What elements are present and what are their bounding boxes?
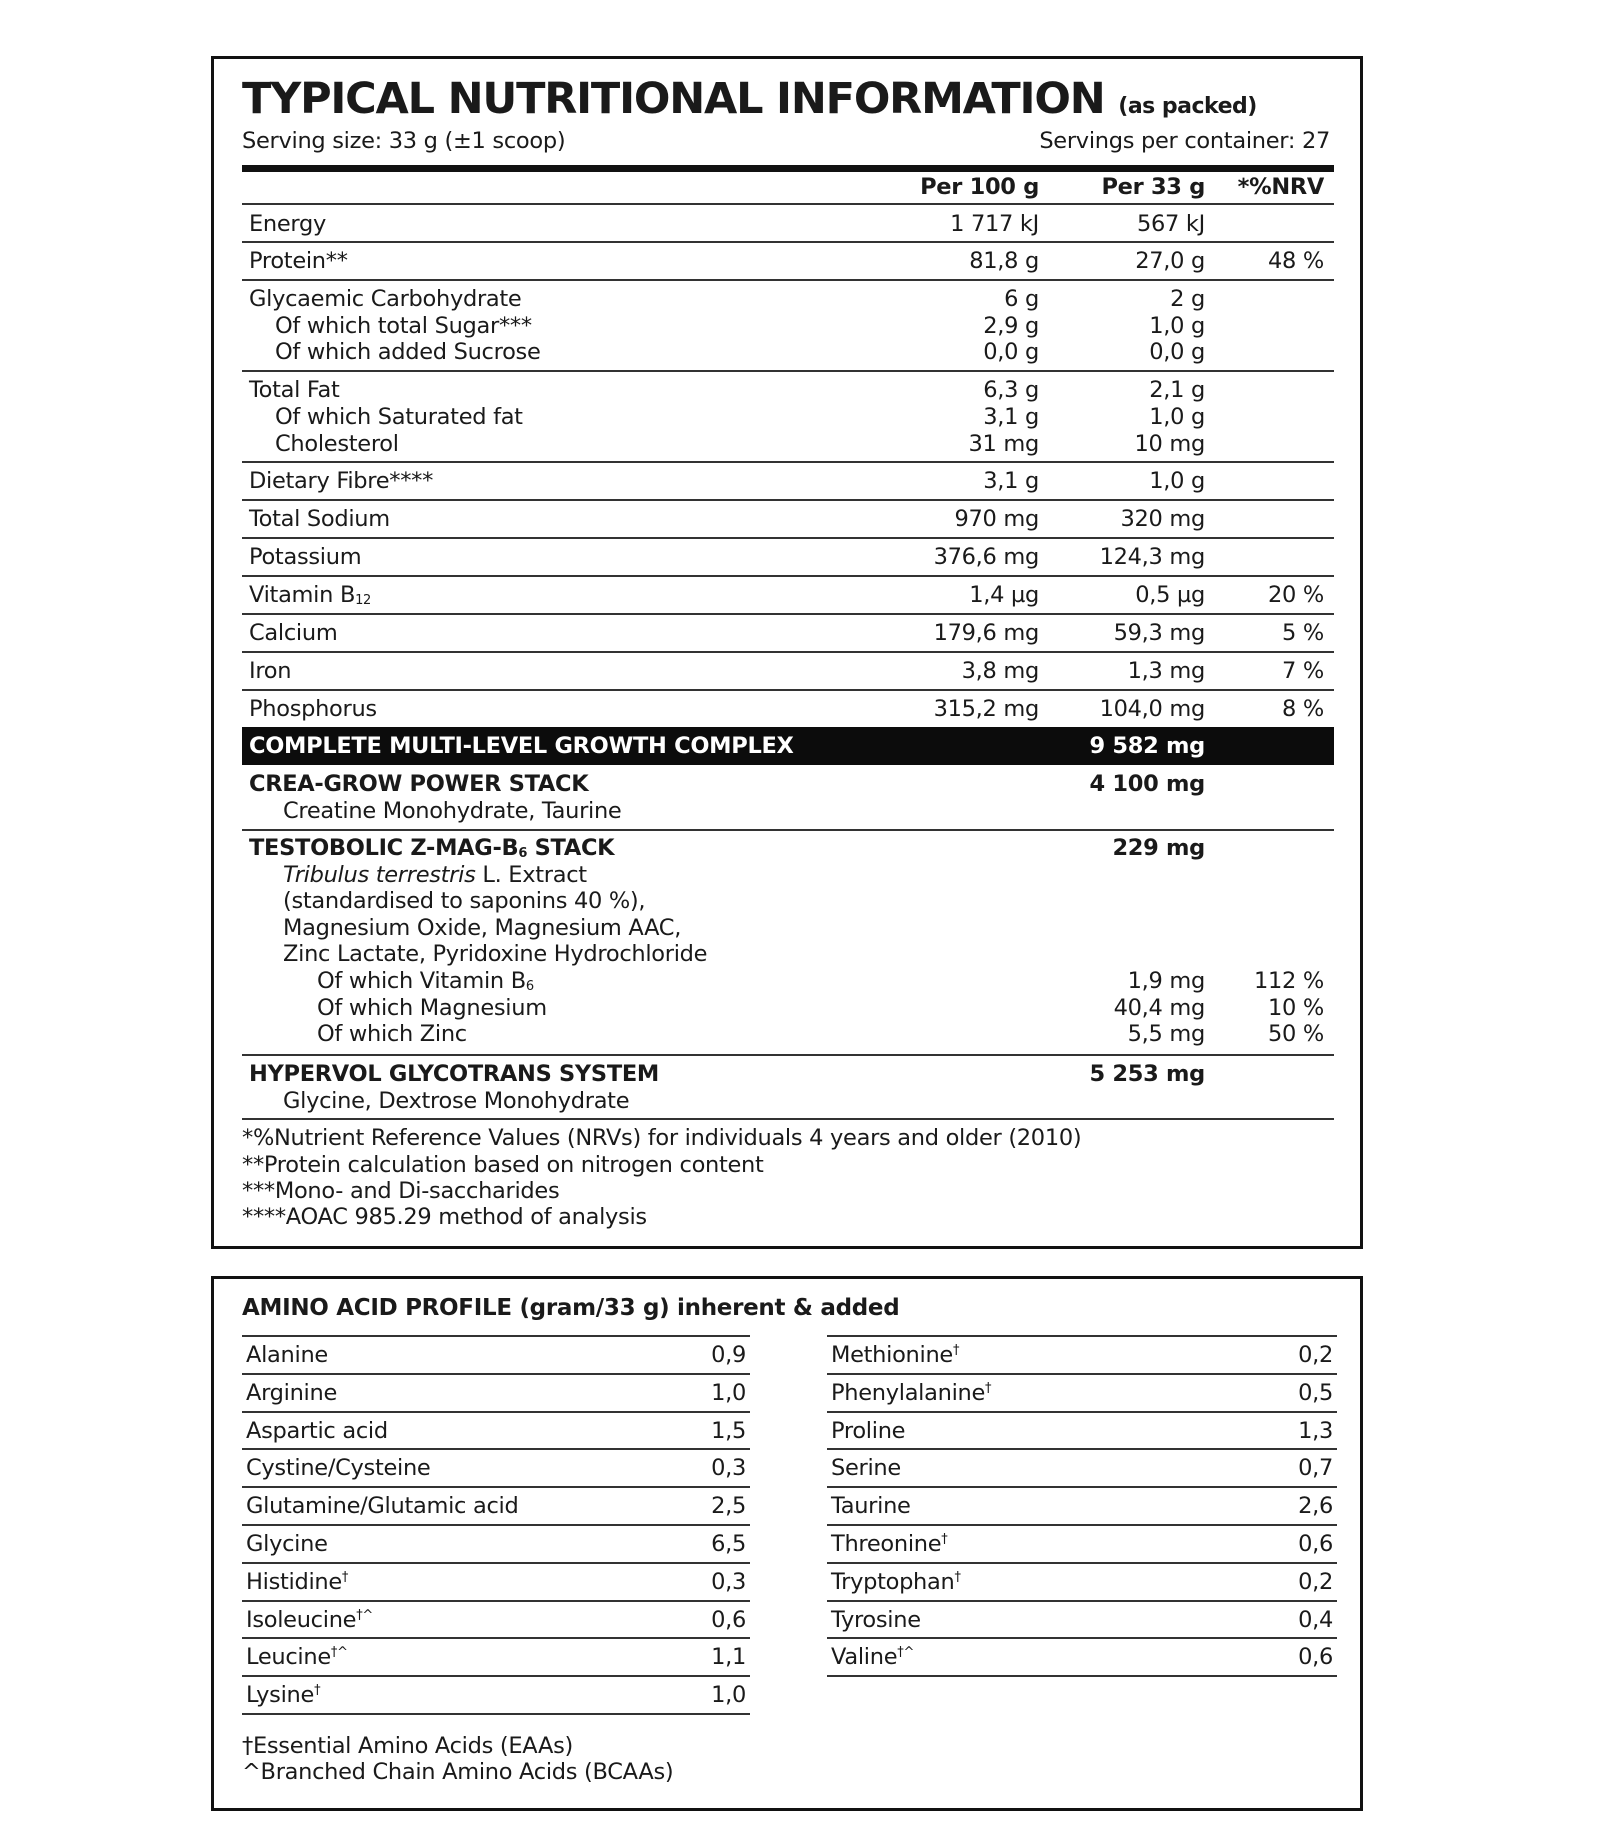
amino-acid-value: 0,7 xyxy=(1298,1455,1333,1482)
amino-footnote-eaa: †Essential Amino Acids (EAAs) xyxy=(242,1733,573,1759)
row-iron-nrv: 7 % xyxy=(1282,658,1324,684)
amino-name-text: Phenylalanine xyxy=(831,1379,986,1406)
row-phosphorus-per100: 315,2 mg xyxy=(933,696,1039,722)
growth-complex-value: 9 582 mg xyxy=(1089,733,1205,759)
divider xyxy=(242,1600,750,1602)
testo-label-text: TESTOBOLIC Z-MAG-B xyxy=(249,835,519,861)
row-sodium-per100: 970 mg xyxy=(954,506,1039,532)
b12-label-text: Vitamin B xyxy=(249,582,356,608)
amino-name-text: Proline xyxy=(831,1417,906,1444)
amino-footnote-mark: † xyxy=(952,1343,960,1358)
testo-b6-nrv: 112 % xyxy=(1254,968,1324,994)
serving-size: Serving size: 33 g (±1 scoop) xyxy=(242,128,566,154)
tribulus-italic: Tribulus terrestris xyxy=(283,862,476,888)
testo-zn-nrv: 50 % xyxy=(1268,1021,1324,1047)
amino-acid-value: 2,5 xyxy=(711,1493,746,1520)
amino-name-text: Serine xyxy=(831,1455,901,1482)
amino-acid-name xyxy=(246,1417,388,1444)
divider xyxy=(827,1600,1337,1602)
amino-acid-panel xyxy=(211,1276,1363,1811)
amino-acid-name xyxy=(831,1344,959,1367)
amino-name-text: Isoleucine xyxy=(246,1606,357,1633)
thick-divider xyxy=(242,165,1334,172)
amino-name-text: Cystine/Cysteine xyxy=(246,1455,431,1482)
amino-name-text: Glutamine/Glutamic acid xyxy=(246,1493,519,1520)
testo-stack-label xyxy=(249,837,614,860)
title-suffix: (as packed) xyxy=(1118,94,1257,119)
amino-acid-name xyxy=(246,1646,348,1669)
row-potassium-per33: 124,3 mg xyxy=(1099,544,1205,570)
row-fibre-per33: 1,0 g xyxy=(1149,468,1205,494)
testo-ingredient-line-4: Zinc Lactate, Pyridoxine Hydrochloride xyxy=(283,941,708,967)
amino-acid-value: 1,1 xyxy=(711,1644,746,1671)
row-satfat-per100: 3,1 g xyxy=(983,404,1039,430)
amino-acid-name xyxy=(246,1344,328,1367)
row-protein-nrv: 48 % xyxy=(1268,248,1324,274)
amino-acid-name xyxy=(831,1495,911,1518)
col-header-per100: Per 100 g xyxy=(920,174,1039,200)
amino-acid-name xyxy=(831,1417,906,1444)
amino-acid-name xyxy=(831,1646,914,1669)
amino-footnote-mark: † xyxy=(314,1683,321,1699)
amino-footnote-mark: †^ xyxy=(330,1645,348,1661)
amino-name-text: Valine xyxy=(831,1644,898,1671)
divider xyxy=(827,1373,1337,1375)
divider xyxy=(242,1118,1334,1120)
row-sodium-per33: 320 mg xyxy=(1120,506,1205,532)
amino-name-text: Tyrosine xyxy=(831,1606,921,1633)
row-fat-label: Total Fat xyxy=(249,377,340,403)
footnote-nrv: *%Nutrient Reference Values (NRVs) for individuals 4 years and older (2010) xyxy=(242,1125,1082,1151)
row-calcium-nrv: 5 % xyxy=(1282,620,1324,646)
testo-mg-nrv: 10 % xyxy=(1268,995,1324,1021)
amino-acid-value: 1,0 xyxy=(711,1379,746,1406)
testo-zn-per33: 5,5 mg xyxy=(1127,1021,1205,1047)
divider xyxy=(827,1562,1337,1564)
amino-acid-value: 0,6 xyxy=(711,1606,746,1633)
row-fat-per100: 6,3 g xyxy=(983,377,1039,403)
testo-mg-per33: 40,4 mg xyxy=(1113,995,1205,1021)
testo-b6-label xyxy=(317,970,534,993)
amino-name-text: Taurine xyxy=(831,1493,911,1520)
row-fat-per33: 2,1 g xyxy=(1149,377,1205,403)
divider xyxy=(242,1675,750,1677)
amino-acid-name xyxy=(831,1606,921,1633)
amino-footnote-bcaa: ^Branched Chain Amino Acids (BCAAs) xyxy=(242,1759,674,1785)
hypervol-label: HYPERVOL GLYCOTRANS SYSTEM xyxy=(249,1061,660,1087)
row-sucrose-per33: 0,0 g xyxy=(1149,339,1205,365)
row-carb-label: Glycaemic Carbohydrate xyxy=(249,286,522,312)
amino-acid-value: 0,3 xyxy=(711,1455,746,1482)
divider xyxy=(242,1448,750,1450)
testo-mg-label: Of which Magnesium xyxy=(317,995,547,1021)
divider xyxy=(242,1486,750,1488)
row-satfat-label: Of which Saturated fat xyxy=(275,404,523,430)
row-potassium-label: Potassium xyxy=(249,544,362,570)
divider xyxy=(242,461,1334,463)
amino-footnote-mark: †^ xyxy=(356,1607,374,1623)
amino-name-text: Glycine xyxy=(246,1531,328,1557)
footnote-aoac: ****AOAC 985.29 method of analysis xyxy=(242,1204,647,1230)
col-header-nrv: *%NRV xyxy=(1237,174,1324,200)
row-satfat-per33: 1,0 g xyxy=(1149,404,1205,430)
amino-footnote-mark: † xyxy=(341,1569,349,1585)
divider xyxy=(242,1524,750,1526)
row-carb-per33: 2 g xyxy=(1170,286,1205,312)
row-sugar-per100: 2,9 g xyxy=(983,313,1039,339)
amino-acid-value: 0,2 xyxy=(1298,1568,1333,1595)
testo-ingredient-line-3: Magnesium Oxide, Magnesium AAC, xyxy=(283,915,682,941)
row-calcium-label: Calcium xyxy=(249,620,338,646)
testo-zn-label: Of which Zinc xyxy=(317,1021,467,1047)
divider xyxy=(242,1373,750,1375)
row-phosphorus-nrv: 8 % xyxy=(1282,696,1324,722)
testo-ingredient-line-1 xyxy=(283,864,587,887)
amino-title: AMINO ACID PROFILE (gram/33 g) inherent & added xyxy=(242,1295,900,1321)
row-potassium-per100: 376,6 mg xyxy=(933,544,1039,570)
tribulus-rest: L. Extract xyxy=(475,862,587,888)
divider xyxy=(827,1335,1337,1337)
amino-acid-name xyxy=(831,1568,961,1595)
hypervol-value: 5 253 mg xyxy=(1089,1061,1205,1087)
testo-stack-value: 229 mg xyxy=(1112,835,1205,861)
amino-acid-name xyxy=(246,1379,337,1406)
amino-acid-name xyxy=(246,1495,518,1518)
amino-acid-name xyxy=(246,1606,374,1633)
divider xyxy=(242,829,1334,831)
row-b12-per33: 0,5 µg xyxy=(1135,582,1205,608)
divider xyxy=(242,279,1334,281)
row-energy-per100: 1 717 kJ xyxy=(950,211,1039,237)
amino-name-text: Leucine xyxy=(246,1644,331,1671)
divider xyxy=(242,1411,750,1413)
row-sodium-label: Total Sodium xyxy=(249,506,390,532)
amino-name-text: Arginine xyxy=(246,1379,337,1406)
divider xyxy=(242,1637,750,1639)
divider xyxy=(242,1562,750,1564)
footnote-saccharides: ***Mono- and Di-saccharides xyxy=(242,1178,560,1204)
row-sucrose-per100: 0,0 g xyxy=(983,339,1039,365)
amino-acid-value: 6,5 xyxy=(711,1531,746,1557)
row-b12-nrv: 20 % xyxy=(1268,582,1324,608)
row-iron-per33: 1,3 mg xyxy=(1127,658,1205,684)
divider xyxy=(242,499,1334,501)
amino-footnote-mark: † xyxy=(985,1380,992,1396)
row-calcium-per100: 179,6 mg xyxy=(933,620,1039,646)
amino-name-text: Lysine xyxy=(246,1682,315,1709)
row-carb-per100: 6 g xyxy=(1004,286,1039,312)
row-b12-per100: 1,4 µg xyxy=(969,582,1039,608)
row-protein-per100: 81,8 g xyxy=(969,248,1039,274)
amino-footnote-mark: † xyxy=(941,1532,948,1547)
amino-name-text: Methionine xyxy=(831,1342,953,1368)
amino-acid-value: 0,5 xyxy=(1298,1379,1333,1406)
divider xyxy=(242,689,1334,691)
footnote-protein: **Protein calculation based on nitrogen content xyxy=(242,1152,764,1178)
row-iron-label: Iron xyxy=(249,658,292,684)
divider xyxy=(827,1411,1337,1413)
b6-label-text: Of which Vitamin B xyxy=(317,968,526,994)
divider xyxy=(827,1524,1337,1526)
crea-stack-value: 4 100 mg xyxy=(1089,771,1205,797)
divider xyxy=(242,613,1334,615)
amino-name-text: Threonine xyxy=(831,1531,942,1557)
hypervol-ingredients: Glycine, Dextrose Monohydrate xyxy=(283,1088,630,1114)
row-b12-label xyxy=(249,584,371,607)
amino-acid-value: 0,9 xyxy=(711,1342,746,1368)
testo-ingredient-line-2: (standardised to saponins 40 %), xyxy=(283,888,646,914)
title-text: TYPICAL NUTRITIONAL INFORMATION xyxy=(242,74,1105,124)
amino-footnote-mark: †^ xyxy=(897,1645,915,1661)
amino-name-text: Tryptophan xyxy=(831,1568,955,1595)
divider xyxy=(242,241,1334,243)
row-fibre-per100: 3,1 g xyxy=(983,468,1039,494)
testo-b6-per33: 1,9 mg xyxy=(1127,968,1205,994)
row-fibre-label: Dietary Fibre**** xyxy=(249,468,434,494)
divider xyxy=(827,1486,1337,1488)
amino-acid-value: 1,0 xyxy=(711,1682,746,1709)
b12-subscript: 12 xyxy=(355,593,372,608)
divider xyxy=(827,1675,1337,1677)
divider xyxy=(242,370,1334,372)
divider xyxy=(827,1637,1337,1639)
amino-acid-name xyxy=(246,1568,349,1595)
amino-acid-value: 0,4 xyxy=(1298,1606,1333,1633)
amino-acid-value: 0,6 xyxy=(1298,1531,1333,1557)
row-phosphorus-per33: 104,0 mg xyxy=(1099,696,1205,722)
divider xyxy=(827,1448,1337,1450)
amino-name-text: Aspartic acid xyxy=(246,1417,388,1444)
row-protein-label: Protein** xyxy=(249,248,348,274)
amino-acid-name xyxy=(246,1533,328,1556)
row-protein-per33: 27,0 g xyxy=(1135,248,1205,274)
growth-complex-label: COMPLETE MULTI-LEVEL GROWTH COMPLEX xyxy=(249,733,794,759)
divider xyxy=(242,203,1334,205)
col-header-per33: Per 33 g xyxy=(1101,174,1205,200)
divider xyxy=(242,651,1334,653)
divider xyxy=(242,1335,750,1337)
amino-acid-value: 1,5 xyxy=(711,1417,746,1444)
crea-stack-ingredients: Creatine Monohydrate, Taurine xyxy=(283,798,622,824)
servings-per-container: Servings per container: 27 xyxy=(1039,128,1330,154)
row-energy-per33: 567 kJ xyxy=(1137,211,1205,237)
amino-acid-name xyxy=(246,1684,320,1707)
amino-acid-value: 1,3 xyxy=(1298,1417,1333,1444)
testo-label-end: STACK xyxy=(527,835,615,861)
divider xyxy=(242,1713,750,1715)
row-sugar-per33: 1,0 g xyxy=(1149,313,1205,339)
amino-acid-value: 0,3 xyxy=(711,1568,746,1595)
amino-acid-value: 2,6 xyxy=(1298,1493,1333,1520)
amino-acid-name xyxy=(831,1533,948,1556)
row-sugar-label: Of which total Sugar*** xyxy=(275,313,532,339)
amino-name-text: Histidine xyxy=(246,1568,342,1595)
amino-acid-value: 0,2 xyxy=(1298,1342,1333,1368)
row-cholesterol-label: Cholesterol xyxy=(275,431,399,457)
crea-stack-label: CREA-GROW POWER STACK xyxy=(249,771,589,797)
divider xyxy=(242,537,1334,539)
amino-acid-value: 0,6 xyxy=(1298,1644,1333,1671)
amino-name-text: Alanine xyxy=(246,1342,328,1368)
testo-subscript: 6 xyxy=(518,846,528,861)
amino-acid-name xyxy=(831,1457,901,1480)
divider xyxy=(242,575,1334,577)
amino-footnote-mark: † xyxy=(954,1569,961,1585)
row-sucrose-label: Of which added Sucrose xyxy=(275,339,541,365)
amino-acid-name xyxy=(831,1379,992,1406)
divider xyxy=(242,1054,1334,1056)
row-calcium-per33: 59,3 mg xyxy=(1113,620,1205,646)
row-phosphorus-label: Phosphorus xyxy=(249,696,377,722)
row-energy-label: Energy xyxy=(249,211,326,237)
amino-acid-name xyxy=(246,1457,430,1480)
b6-subscript: 6 xyxy=(525,979,534,994)
nutrition-title xyxy=(242,74,1257,124)
row-cholesterol-per100: 31 mg xyxy=(968,431,1039,457)
row-iron-per100: 3,8 mg xyxy=(961,658,1039,684)
row-cholesterol-per33: 10 mg xyxy=(1134,431,1205,457)
